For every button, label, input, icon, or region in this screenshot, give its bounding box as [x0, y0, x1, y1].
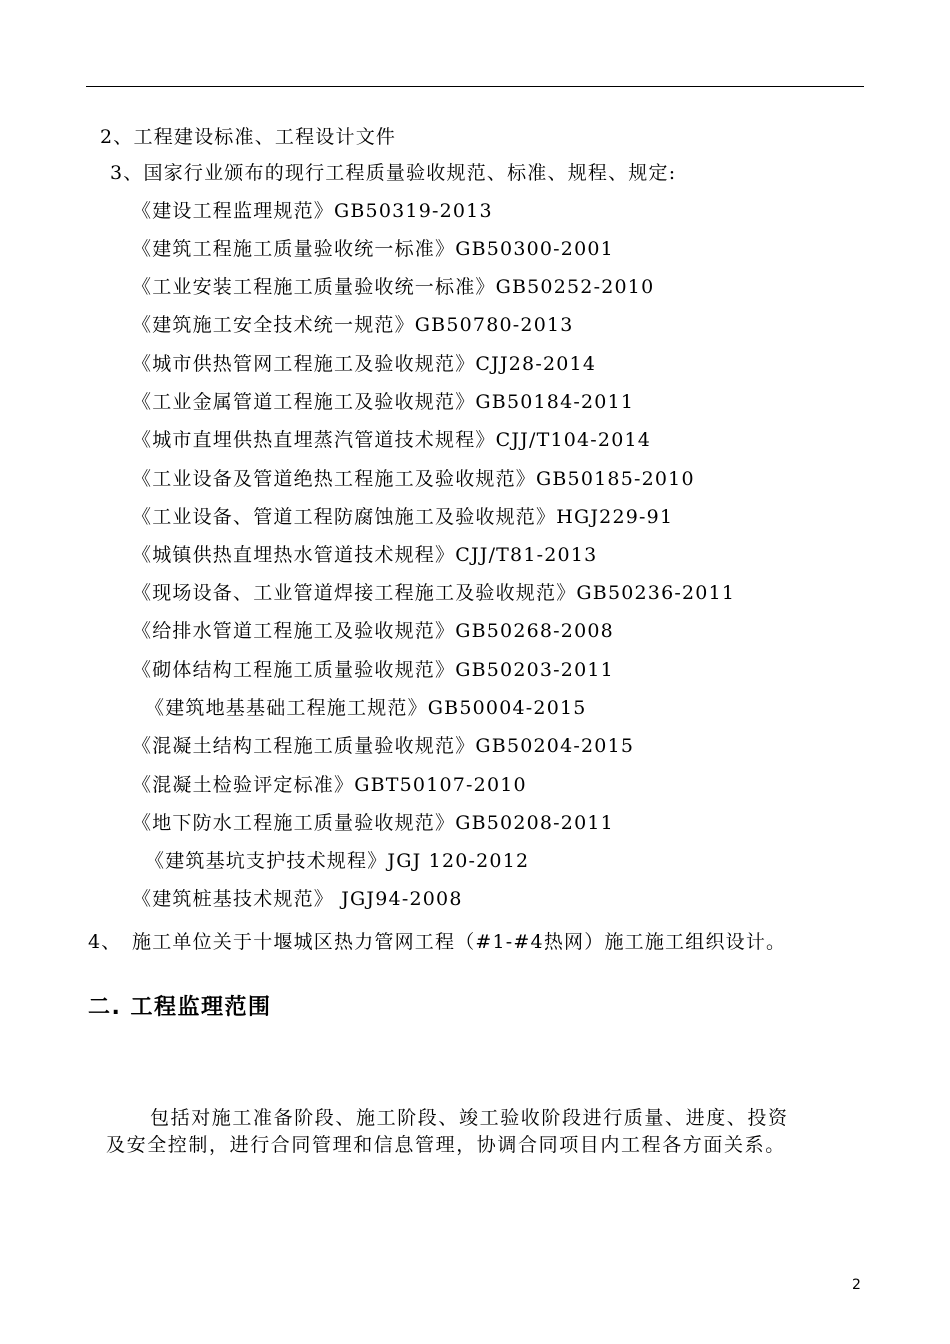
list-item: 《建筑地基基础工程施工规范》GB50004-2015	[145, 697, 587, 719]
list-item: 《建筑工程施工质量验收统一标准》GB50300-2001	[132, 238, 614, 260]
list-item: 《给排水管道工程施工及验收规范》GB50268-2008	[132, 620, 614, 642]
list-item: 《工业安装工程施工质量验收统一标准》GB50252-2010	[132, 276, 655, 298]
list-item: 《砌体结构工程施工质量验收规范》GB50203-2011	[132, 659, 614, 681]
list-item: 《工业设备、管道工程防腐蚀施工及验收规范》HGJ229-91	[132, 506, 674, 528]
list-item: 《工业设备及管道绝热工程施工及验收规范》GB50185-2010	[132, 468, 695, 490]
list-item: 《混凝土结构工程施工质量验收规范》GB50204-2015	[132, 735, 635, 757]
list-item-2: 2、工程建设标准、工程设计文件	[100, 126, 397, 148]
list-item: 《工业金属管道工程施工及验收规范》GB50184-2011	[132, 391, 635, 413]
list-item-4-text: 施工单位关于十堰城区热力管网工程（#1-#4热网）施工施工组织设计。	[132, 931, 787, 953]
paragraph-line-2: 及安全控制，进行合同管理和信息管理，协调合同项目内工程各方面关系。	[106, 1134, 786, 1156]
list-item: 《城市供热管网工程施工及验收规范》CJJ28-2014	[132, 353, 597, 375]
list-item: 《建筑基坑支护技术规程》JGJ 120-2012	[145, 850, 530, 872]
list-item-4-number: 4、	[88, 931, 122, 953]
list-item: 《建筑桩基技术规范》 JGJ94-2008	[132, 888, 463, 910]
list-item: 《建设工程监理规范》GB50319-2013	[132, 200, 493, 222]
list-item: 《混凝土检验评定标准》GBT50107-2010	[132, 774, 527, 796]
section-heading: 二. 工程监理范围	[88, 995, 272, 1020]
list-item: 《建筑施工安全技术统一规范》GB50780-2013	[132, 314, 574, 336]
header-rule	[86, 86, 864, 87]
page-number: 2	[852, 1277, 861, 1293]
list-item: 《城镇供热直埋热水管道技术规程》CJJ/T81-2013	[132, 544, 598, 566]
list-item: 《城市直埋供热直埋蒸汽管道技术规程》CJJ/T104-2014	[132, 429, 652, 451]
list-item: 《现场设备、工业管道焊接工程施工及验收规范》GB50236-2011	[132, 582, 736, 604]
paragraph-line-1: 包括对施工准备阶段、施工阶段、竣工验收阶段进行质量、进度、投资	[150, 1107, 789, 1129]
list-item: 《地下防水工程施工质量验收规范》GB50208-2011	[132, 812, 614, 834]
list-item-3: 3、国家行业颁布的现行工程质量验收规范、标准、规程、规定:	[110, 162, 677, 184]
